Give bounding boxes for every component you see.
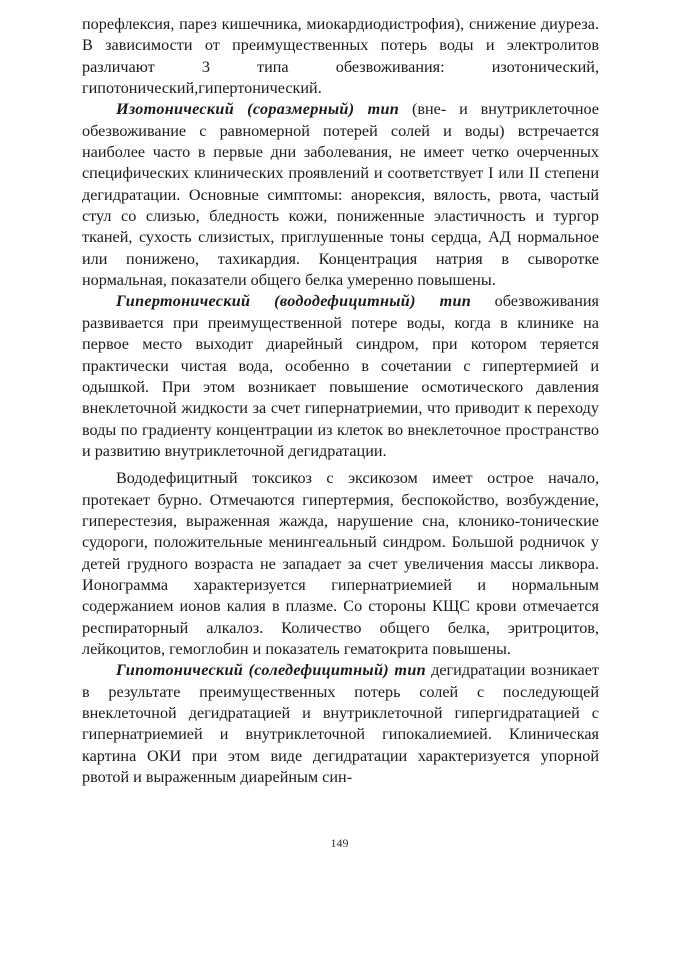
paragraph-hypotonic-text: дегидратации возникает в результате преимущественных потерь солей с последующей внеклеточной дегидратацией и внутриклеточной гипергидратацией с гипернатриемией и внутриклеточной гипокалиемией. Клиническая картина ОКИ при этом виде дегидратации характеризуется упорной рвотой и выраженным диарейным син- — [82, 661, 599, 787]
paragraph-hypertonic — [82, 291, 599, 462]
paragraph-hypertonic-text: обезвоживания развивается при преимущественной потере воды, когда в клинике на первое место выходит диарейный синдром, при котором теряется практически чистая вода, особенно в сочетании с гипертермией и одышкой. При этом возникает повышение осмотического давления внеклеточной жидкости за счет гипернатриемии, что приводит к переходу воды по градиенту концентрации из клеток во внеклеточное пространство и развитию внутриклеточной дегидратации. — [82, 292, 599, 460]
heading-hypotonic: Гипотонический (соледефицитный) тип — [116, 661, 426, 680]
paragraph-continuation: порефлексия, парез кишечника, миокардиодистрофия), снижение диуреза. В зависимости от преимущественных потерь воды и электролитов различают 3 типа обезвоживания: изотонический, гипотонический,гипертонический. — [82, 15, 599, 98]
paragraph-isotonic — [82, 99, 599, 291]
paragraph-water-deficit-toxicosis: Вододефицитный токсикоз с эксикозом имеет острое начало, протекает бурно. Отмечаются гипертермия, беспокойство, возбуждение, гиперестезия, выраженная жажда, нарушение сна, клонико-тонические судороги, положительные менингеальный синдром. Большой родничок у детей грудного возраста не западает за счет увеличения массы ликвора. Ионограмма характеризуется гипернатриемией и нормальным содержанием ионов калия в плазме. Со стороны КЩС крови отмечается респираторный алкалоз. Количество общего белка, эритроцитов, лейкоцитов, гемоглобин и показатель гематокрита повышены. — [82, 469, 599, 658]
paragraph-isotonic-text: (вне- и внутриклеточное обезвоживание с равномерной потерей солей и воды) встречается наиболее часто в первые дни заболевания, не имеет четко очерченных специфических клинических проявлений и соответствует I или II степени дегидратации. Основные симптомы: анорексия, вялость, рвота, частый стул со слизью, бледность кожи, пониженные эластичность и тургор тканей, сухость слизистых, приглушенные тоны сердца, АД нормальное или понижено, тахикардия. Концентрация натрия в сыворотке нормальная, показатели общего белка умеренно повышены. — [82, 100, 599, 290]
paragraph-hypotonic — [82, 660, 599, 788]
heading-hypertonic: Гипертонический (вододефицитный) тип — [116, 292, 472, 311]
page-number: 149 — [330, 836, 349, 850]
heading-isotonic: Изотонический (соразмерный) тип — [116, 100, 400, 119]
page-text — [82, 14, 599, 788]
